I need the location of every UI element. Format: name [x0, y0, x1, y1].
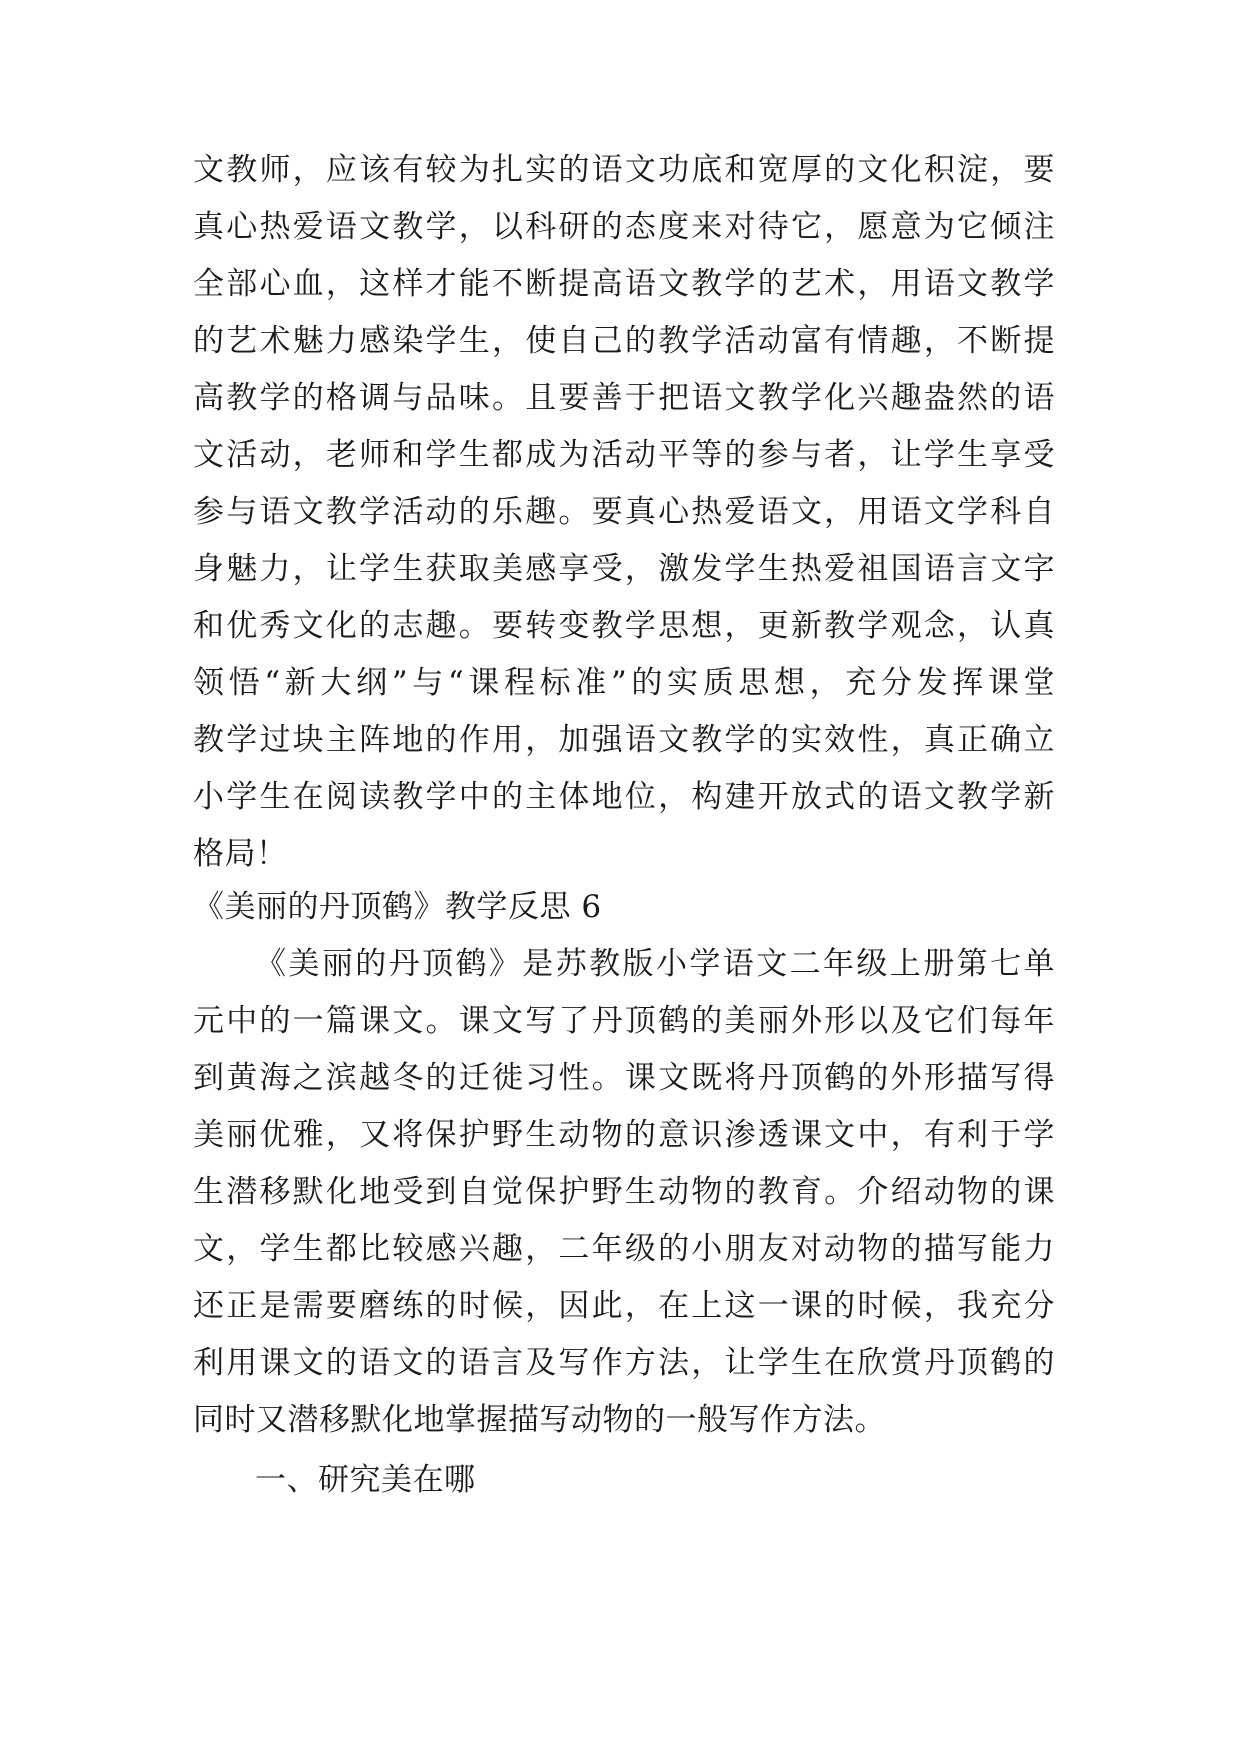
paragraph-line: 文，学生都比较感兴趣，二年级的小朋友对动物的描写能力 [193, 1231, 1055, 1267]
paragraph-line: 小学生在阅读教学中的主体地位，构建开放式的语文教学新 [193, 779, 1055, 815]
paragraph-line: 文教师，应该有较为扎实的语文功底和宽厚的文化积淀，要 [193, 152, 1055, 188]
paragraph-line: 领悟“新大纲”与“课程标准”的实质思想，充分发挥课堂 [193, 665, 1055, 701]
paragraph-line: 参与语文教学活动的乐趣。要真心热爱语文，用语文学科自 [193, 494, 1055, 530]
paragraph-line: 教学过块主阵地的作用，加强语文教学的实效性，真正确立 [193, 722, 1055, 758]
paragraph-line: 生潜移默化地受到自觉保护野生动物的教育。介绍动物的课 [193, 1174, 1055, 1210]
paragraph-line: 全部心血，这样才能不断提高语文教学的艺术，用语文教学 [193, 266, 1055, 302]
paragraph-line: 身魅力，让学生获取美感享受，激发学生热爱祖国语言文字 [193, 551, 1055, 587]
paragraph-line: 元中的一篇课文。课文写了丹顶鹤的美丽外形以及它们每年 [193, 1003, 1055, 1039]
paragraph-line: 还正是需要磨练的时候，因此，在上这一课的时候，我充分 [193, 1288, 1055, 1324]
paragraph-line: 美丽优雅，又将保护野生动物的意识渗透课文中，有利于学 [193, 1117, 1055, 1153]
subheading: 一、研究美在哪 [255, 1462, 476, 1498]
paragraph-line: 同时又潜移默化地掌握描写动物的一般写作方法。 [193, 1402, 886, 1438]
paragraph-line: 的艺术魅力感染学生，使自己的教学活动富有情趣，不断提 [193, 323, 1055, 359]
section-title: 《美丽的丹顶鹤》教学反思 6 [193, 889, 602, 925]
paragraph-line: 利用课文的语文的语言及写作方法，让学生在欣赏丹顶鹤的 [193, 1345, 1055, 1381]
paragraph-line: 和优秀文化的志趣。要转变教学思想，更新教学观念，认真 [193, 608, 1055, 644]
document-page [193, 150, 1055, 1710]
paragraph-line: 真心热爱语文教学，以科研的态度来对待它，愿意为它倾注 [193, 209, 1055, 245]
paragraph-line: 《美丽的丹顶鹤》是苏教版小学语文二年级上册第七单 [255, 946, 1055, 982]
paragraph-line: 格局！ [193, 836, 288, 872]
paragraph-line: 文活动，老师和学生都成为活动平等的参与者，让学生享受 [193, 437, 1055, 473]
paragraph-line: 到黄海之滨越冬的迁徙习性。课文既将丹顶鹤的外形描写得 [193, 1060, 1055, 1096]
paragraph-line: 高教学的格调与品味。且要善于把语文教学化兴趣盎然的语 [193, 380, 1055, 416]
